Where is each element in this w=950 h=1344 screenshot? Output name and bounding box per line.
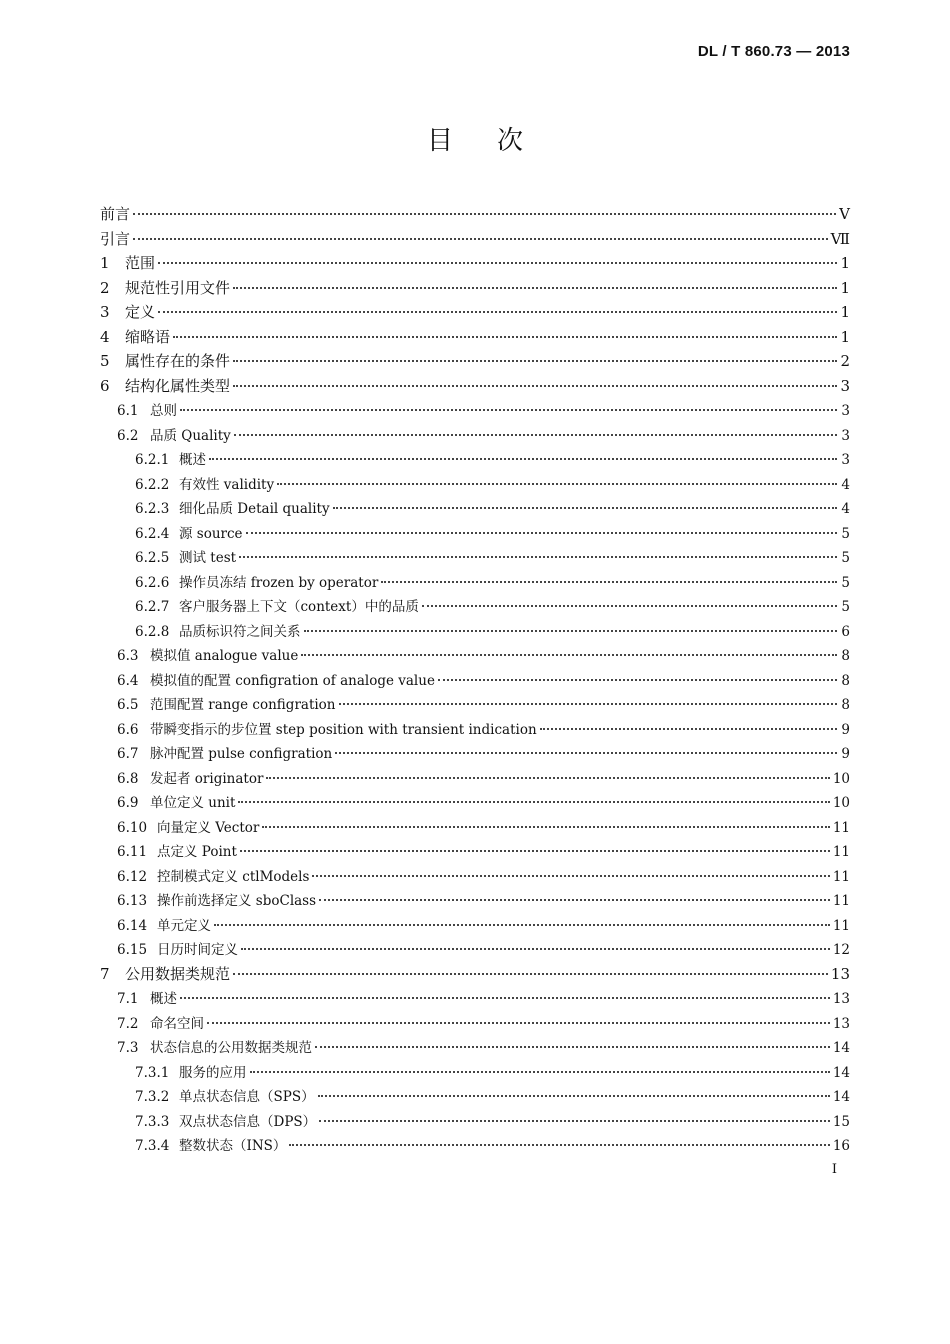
dot-leader <box>238 801 829 803</box>
toc-entry-page: 10 <box>832 770 850 787</box>
dot-leader <box>301 654 837 656</box>
toc-entry-page: 4 <box>841 476 850 493</box>
dot-leader <box>315 1046 830 1048</box>
toc-entry[interactable] <box>100 914 850 939</box>
dot-leader <box>318 1095 830 1097</box>
toc-entry-page: 14 <box>832 1064 850 1081</box>
dot-leader <box>207 1022 830 1024</box>
toc-entry-number: 4 <box>100 327 110 346</box>
toc-entry[interactable] <box>100 791 850 816</box>
toc-entry-page: 6 <box>841 623 850 640</box>
toc-entry-page: 16 <box>832 1138 850 1154</box>
dot-leader <box>312 875 829 877</box>
toc-entry-title: 前言 <box>100 205 131 223</box>
toc-entry[interactable] <box>100 865 850 890</box>
toc-entry[interactable] <box>100 1036 850 1061</box>
toc-entry-number: 6.7 <box>117 746 139 762</box>
toc-entry-number: 2 <box>100 278 110 297</box>
toc-entry-title: 操作员冻结 frozen by operator <box>179 574 379 591</box>
toc-entry-page: Ⅴ <box>839 205 850 223</box>
toc-entry-title: 发起者 originator <box>150 770 264 787</box>
toc-entry[interactable] <box>100 816 850 841</box>
toc-entry-page: 4 <box>841 501 850 517</box>
dot-leader <box>133 213 836 215</box>
toc-entry-page: 8 <box>841 697 850 713</box>
toc-entry-title: 有效性 validity <box>179 476 275 493</box>
toc-entry-title: 操作前选择定义 sboClass <box>157 893 317 909</box>
toc-entry[interactable] <box>100 840 850 865</box>
toc-entry-title: 细化品质 Detail quality <box>179 501 330 517</box>
toc-entry-page: 2 <box>840 352 850 370</box>
toc-entry-title: 向量定义 Vector <box>157 819 260 836</box>
toc-entry[interactable] <box>100 1012 850 1037</box>
toc-entry-page: 3 <box>841 403 850 419</box>
toc-entry-title: 服务的应用 <box>179 1064 247 1081</box>
dot-leader <box>173 336 837 338</box>
dot-leader <box>319 1120 830 1122</box>
dot-leader <box>335 752 837 754</box>
dot-leader <box>304 630 838 632</box>
toc-entry-number: 6.15 <box>117 942 148 958</box>
toc-entry-number: 7.3.4 <box>135 1138 170 1154</box>
toc-entry[interactable] <box>100 889 850 914</box>
toc-entry-number: 1 <box>100 254 110 272</box>
dot-leader <box>266 777 829 779</box>
toc-entry[interactable] <box>100 203 850 228</box>
toc-entry-page: 3 <box>841 452 850 468</box>
dot-leader <box>214 924 830 926</box>
toc-entry-title: 源 source <box>179 525 243 542</box>
dot-leader <box>133 238 828 240</box>
toc-entry-page: 13 <box>830 964 850 983</box>
toc-entry-number: 6.2.8 <box>135 623 170 640</box>
toc-entry-number: 6.2.1 <box>135 452 170 468</box>
toc-entry-title: 品质 Quality <box>150 427 231 444</box>
toc-entry-page: 1 <box>840 254 850 272</box>
toc-entry-title: 脉冲配置 pulse configration <box>150 746 333 762</box>
toc-entry[interactable] <box>100 448 850 473</box>
toc-entry-page: 3 <box>840 376 850 395</box>
toc-entry-number: 6 <box>100 376 110 395</box>
toc-entry[interactable] <box>100 301 850 326</box>
toc-entry-title: 结构化属性类型 <box>125 376 231 395</box>
toc-entry-title: 规范性引用文件 <box>125 278 231 297</box>
toc-entry[interactable] <box>100 571 850 596</box>
toc-entry-number: 6.6 <box>117 721 139 738</box>
toc-entry-title: 定义 <box>125 303 156 321</box>
toc-entry-title: 单元定义 <box>157 917 211 934</box>
toc-entry-page: 5 <box>841 599 850 615</box>
toc-entry-page: 9 <box>841 721 850 738</box>
dot-leader <box>319 899 830 901</box>
toc-entry-page: 1 <box>840 278 850 297</box>
toc-entry[interactable] <box>100 350 850 375</box>
dot-leader <box>540 728 837 730</box>
toc-entry[interactable] <box>100 497 850 522</box>
toc-entry[interactable] <box>100 620 850 645</box>
toc-entry-title: 客户服务器上下文（context）中的品质 <box>179 599 419 615</box>
toc-entry-page: 11 <box>832 868 850 885</box>
toc-entry-number: 6.2.4 <box>135 525 170 542</box>
toc-entry-title: 状态信息的公用数据类规范 <box>150 1040 312 1056</box>
toc-entry-title: 引言 <box>100 229 131 248</box>
dot-leader <box>239 556 837 558</box>
toc-entry-number: 6.2.3 <box>135 501 170 517</box>
toc-entry-number: 6.2.7 <box>135 599 170 615</box>
toc-entry-page: 8 <box>841 648 850 664</box>
toc-entry[interactable] <box>100 718 850 743</box>
toc-entry-number: 6.3 <box>117 648 139 664</box>
toc-entry-title: 命名空间 <box>150 1015 204 1032</box>
toc-entry-page: 11 <box>832 893 850 909</box>
toc-entry-number: 6.9 <box>117 795 139 811</box>
toc-entry-page: 10 <box>832 795 850 811</box>
toc-entry-number: 6.2.2 <box>135 476 170 493</box>
toc-entry-title: 日历时间定义 <box>157 942 238 958</box>
toc-entry-title: 缩略语 <box>125 327 171 346</box>
toc-entry-title: 品质标识符之间关系 <box>179 623 301 640</box>
toc-entry-number: 6.11 <box>117 844 148 860</box>
toc-entry-page: 1 <box>840 303 850 321</box>
dot-leader <box>233 287 837 289</box>
toc-entry-number: 7.2 <box>117 1015 139 1032</box>
toc-entry-page: 11 <box>832 917 850 934</box>
toc-entry[interactable] <box>100 277 850 302</box>
toc-entry[interactable] <box>100 252 850 277</box>
toc-entry-number: 5 <box>100 352 110 370</box>
dot-leader <box>233 973 828 975</box>
toc-entry[interactable] <box>100 742 850 767</box>
dot-leader <box>262 826 829 828</box>
toc-entry[interactable] <box>100 987 850 1012</box>
toc-entry-title: 单位定义 unit <box>150 795 236 811</box>
dot-leader <box>180 997 830 999</box>
toc-entry-page: 14 <box>832 1089 850 1105</box>
dot-leader <box>158 311 837 313</box>
dot-leader <box>289 1144 829 1146</box>
dot-leader <box>333 507 837 509</box>
toc-entry-page: 11 <box>832 844 850 860</box>
dot-leader <box>180 409 837 411</box>
toc-entry-number: 6.2 <box>117 427 139 444</box>
dot-leader <box>246 532 837 534</box>
toc-entry[interactable] <box>100 399 850 424</box>
toc-entry-title: 模拟值的配置 configration of analoge value <box>150 672 435 689</box>
toc-entry-number: 6.12 <box>117 868 148 885</box>
toc-entry-page: 12 <box>832 942 850 958</box>
toc-entry-title: 整数状态（INS） <box>179 1138 287 1154</box>
dot-leader <box>277 483 837 485</box>
toc-entry[interactable] <box>100 326 850 351</box>
toc-entry-title: 点定义 Point <box>157 844 237 860</box>
toc-entry-title: 测试 test <box>179 550 237 566</box>
dot-leader <box>240 850 830 852</box>
toc-entry-title: 属性存在的条件 <box>125 352 231 370</box>
page-title: 目次 <box>426 126 567 156</box>
toc-entry-page: 11 <box>832 819 850 836</box>
toc-entry[interactable] <box>100 1085 850 1110</box>
toc-entry[interactable] <box>100 1110 850 1135</box>
toc-entry-title: 带瞬变指示的步位置 step position with transient indication <box>150 721 537 738</box>
toc-entry-number: 6.5 <box>117 697 139 713</box>
toc-entry[interactable] <box>100 546 850 571</box>
toc-entry-page: 5 <box>841 525 850 542</box>
toc-entry[interactable] <box>100 1134 850 1159</box>
toc-entry-page: 14 <box>832 1040 850 1056</box>
toc-entry-title: 模拟值 analogue value <box>150 648 299 664</box>
toc-entry-title: 范围 <box>125 254 156 272</box>
toc-entry-number: 6.1 <box>117 403 139 419</box>
toc-entry[interactable] <box>100 522 850 547</box>
toc-entry[interactable] <box>100 938 850 963</box>
toc-entry[interactable] <box>100 669 850 694</box>
dot-leader <box>241 948 830 950</box>
toc-entry[interactable] <box>100 375 850 400</box>
toc-entry-number: 7.3 <box>117 1040 139 1056</box>
dot-leader <box>209 458 837 460</box>
toc-entry[interactable] <box>100 963 850 988</box>
toc-entry-title: 单点状态信息（SPS） <box>179 1089 315 1105</box>
toc-entry-title: 双点状态信息（DPS） <box>179 1113 317 1130</box>
toc-entry-number: 7.1 <box>117 991 139 1007</box>
toc-entry-page: 9 <box>841 746 850 762</box>
dot-leader <box>250 1071 830 1073</box>
dot-leader <box>234 434 837 436</box>
dot-leader <box>233 360 837 362</box>
toc-entry[interactable] <box>100 693 850 718</box>
toc-entry-number: 6.14 <box>117 917 148 934</box>
toc-entry[interactable] <box>100 424 850 449</box>
toc-entry-page: 5 <box>841 574 850 591</box>
toc-entry-title: 范围配置 range configration <box>150 697 336 713</box>
standard-number: DL / T 860.73 — 2013 <box>697 43 850 60</box>
toc-entry[interactable] <box>100 644 850 669</box>
table-of-contents <box>100 203 850 1159</box>
toc-entry-number: 6.10 <box>117 819 148 836</box>
toc-entry[interactable] <box>100 1061 850 1086</box>
toc-entry-title: 控制模式定义 ctlModels <box>157 868 310 885</box>
toc-entry-number: 6.2.6 <box>135 574 170 591</box>
toc-entry[interactable] <box>100 595 850 620</box>
dot-leader <box>438 679 837 681</box>
toc-entry-page: 1 <box>840 327 850 346</box>
toc-entry[interactable] <box>100 767 850 792</box>
toc-entry-page: 8 <box>841 672 850 689</box>
toc-entry-title: 概述 <box>150 991 177 1007</box>
toc-entry-number: 7.3.1 <box>135 1064 170 1081</box>
toc-entry[interactable] <box>100 228 850 253</box>
dot-leader <box>422 605 837 607</box>
toc-entry-title: 总则 <box>150 403 177 419</box>
toc-entry-page: 3 <box>841 427 850 444</box>
toc-entry-number: 7.3.2 <box>135 1089 170 1105</box>
toc-entry-number: 6.2.5 <box>135 550 170 566</box>
dot-leader <box>339 703 837 705</box>
toc-entry-page: 13 <box>832 1015 850 1032</box>
toc-entry-page: 15 <box>832 1113 850 1130</box>
page-number: I <box>831 1162 837 1177</box>
toc-entry-number: 6.8 <box>117 770 139 787</box>
toc-entry-number: 6.13 <box>117 893 148 909</box>
toc-entry-number: 6.4 <box>117 672 139 689</box>
toc-entry-title: 概述 <box>179 452 206 468</box>
toc-entry-page: 5 <box>841 550 850 566</box>
dot-leader <box>158 262 837 264</box>
toc-entry-page: 13 <box>832 991 850 1007</box>
toc-entry[interactable] <box>100 473 850 498</box>
dot-leader <box>381 581 837 583</box>
toc-entry-number: 7.3.3 <box>135 1113 170 1130</box>
dot-leader <box>233 385 837 387</box>
toc-entry-page: Ⅶ <box>830 229 850 248</box>
toc-entry-number: 3 <box>100 303 110 321</box>
toc-entry-title: 公用数据类规范 <box>125 964 231 983</box>
toc-entry-number: 7 <box>100 964 110 983</box>
